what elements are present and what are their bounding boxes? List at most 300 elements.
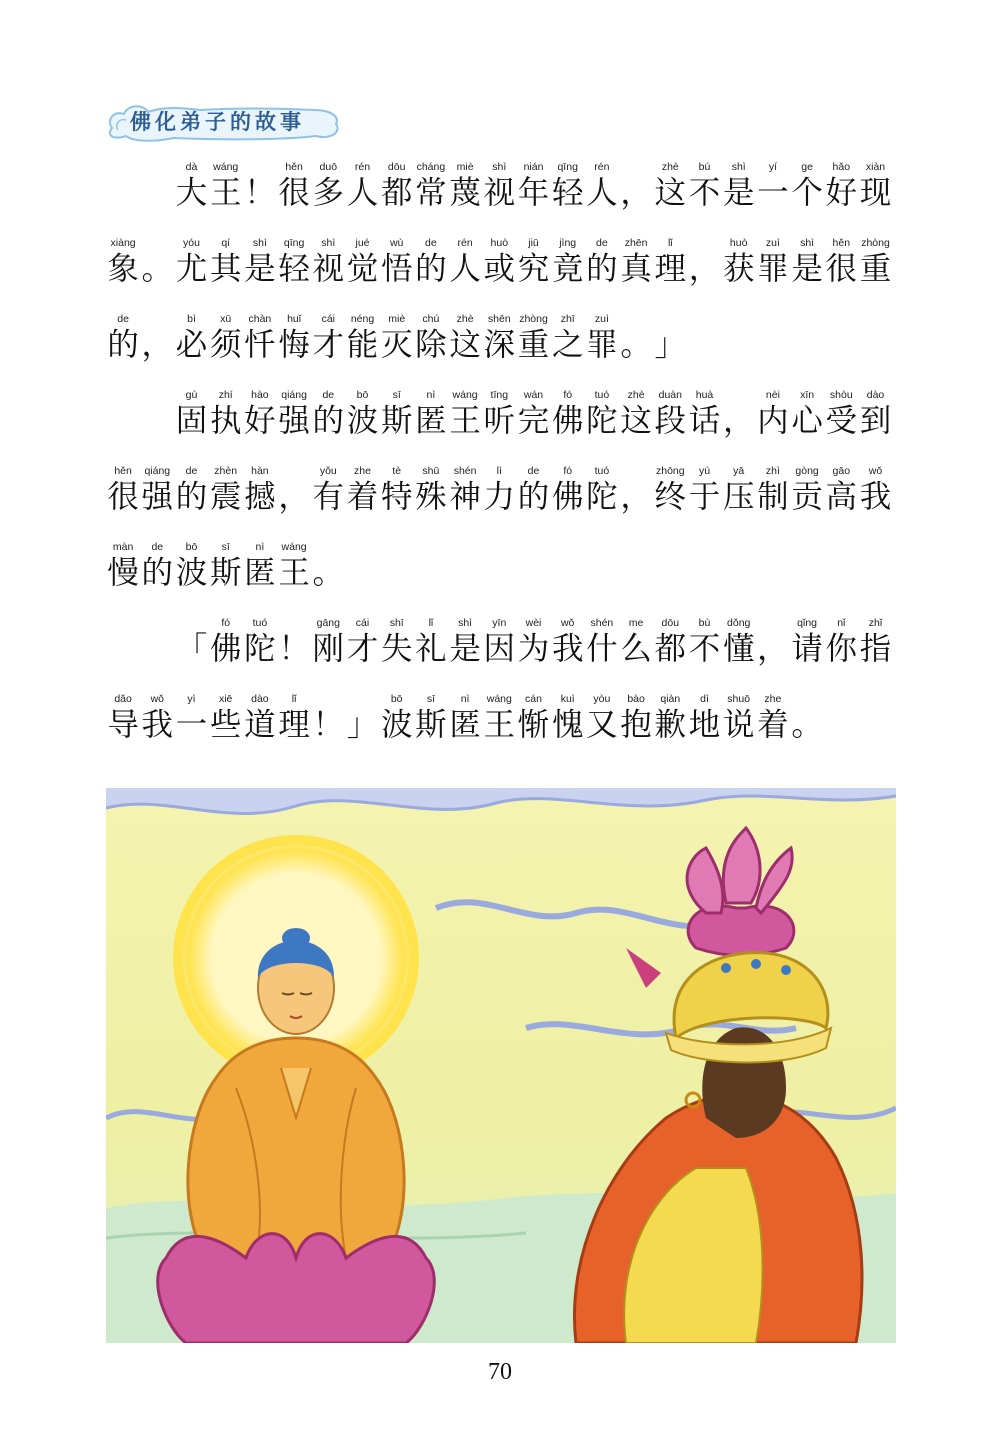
pinyin: nì — [460, 693, 470, 705]
pinyin: shuō — [727, 693, 751, 705]
pinyin: wèi — [525, 617, 542, 629]
hanzi: 听 — [483, 403, 516, 439]
hanzi: 这 — [449, 327, 481, 363]
pinyin: cái — [321, 313, 336, 325]
hanzi: ， — [620, 175, 652, 211]
pinyin: zuì — [765, 237, 780, 249]
hanzi: 匿 — [244, 555, 276, 591]
pinyin: hǎo — [832, 161, 851, 173]
pinyin: shòu — [829, 389, 853, 401]
pinyin: dǎo — [114, 693, 132, 705]
hanzi: 佛 — [551, 403, 584, 439]
pinyin: duàn — [658, 389, 682, 401]
pinyin: chàn — [248, 313, 272, 325]
pinyin: shén — [590, 617, 614, 629]
pinyin: bì — [187, 313, 196, 325]
hanzi: 很 — [825, 251, 858, 287]
hanzi: 愧 — [551, 707, 584, 743]
hanzi: 话 — [688, 403, 721, 439]
pinyin: xiàng — [110, 237, 136, 249]
pinyin: gòng — [795, 465, 819, 477]
pinyin: dǒng — [727, 617, 751, 629]
hanzi: 轻 — [551, 175, 584, 211]
hanzi: 重 — [517, 327, 550, 363]
pinyin: sī — [392, 389, 401, 401]
pinyin: jiū — [528, 237, 539, 249]
pinyin: shì — [252, 237, 267, 249]
hanzi: 视 — [483, 175, 516, 211]
pinyin: de — [527, 465, 540, 477]
chapter-header — [104, 98, 344, 148]
pinyin: huò — [729, 237, 748, 249]
pinyin: dōu — [661, 617, 680, 629]
hanzi: 现 — [859, 175, 892, 211]
pinyin: dōu — [387, 161, 406, 173]
page-number: 70 — [488, 1359, 512, 1385]
hanzi: 着 — [346, 479, 379, 515]
hanzi: 王 — [278, 555, 310, 591]
hanzi: 固 — [175, 403, 208, 439]
hanzi: 礼 — [415, 631, 447, 667]
hanzi: ， — [757, 631, 789, 667]
text-line — [106, 386, 893, 456]
pinyin: me — [628, 617, 644, 629]
hanzi: 是 — [722, 175, 755, 211]
hanzi: 指 — [859, 631, 892, 667]
hanzi: 受 — [825, 403, 858, 439]
hanzi: 获 — [722, 251, 755, 287]
hanzi: 除 — [415, 327, 447, 363]
hanzi: 」 — [346, 707, 379, 743]
hanzi: ， — [620, 479, 652, 515]
pinyin: yā — [733, 465, 745, 477]
pinyin: shū — [422, 465, 440, 477]
hanzi: 。 — [141, 251, 174, 287]
hanzi: 好 — [825, 175, 858, 211]
pinyin: zhèn — [214, 465, 238, 477]
text-line-svg — [106, 462, 893, 532]
hanzi: 。 — [312, 555, 345, 591]
pinyin: dào — [251, 693, 269, 705]
pinyin: xiē — [218, 693, 233, 705]
text-line — [106, 234, 893, 304]
pinyin: zhe — [354, 465, 371, 477]
hanzi: 到 — [859, 403, 892, 439]
hanzi: ， — [141, 327, 174, 363]
pinyin: xīn — [800, 389, 815, 401]
pinyin: bú — [698, 161, 711, 173]
pinyin: zhēn — [624, 237, 648, 249]
hanzi: 因 — [483, 631, 516, 667]
hanzi: 我 — [551, 631, 584, 667]
hanzi: 轻 — [278, 251, 310, 287]
hanzi: 陀 — [586, 403, 618, 439]
hanzi: 殊 — [415, 479, 447, 515]
hanzi: 强 — [278, 403, 310, 439]
pinyin: gù — [185, 389, 198, 401]
pinyin: nì — [255, 541, 265, 553]
pinyin: rén — [354, 161, 371, 173]
pinyin: ge — [801, 161, 813, 173]
pinyin: bō — [356, 389, 369, 401]
pinyin: de — [151, 541, 164, 553]
pinyin: nǐ — [837, 617, 846, 629]
hanzi: 是 — [791, 251, 823, 287]
hanzi: 震 — [209, 479, 242, 515]
hanzi: 波 — [380, 707, 413, 743]
pinyin: chú — [422, 313, 440, 325]
hanzi: 不 — [688, 631, 721, 667]
pinyin: duō — [319, 161, 338, 173]
hanzi: 懂 — [722, 631, 755, 667]
hanzi: 悔 — [278, 327, 310, 363]
text-line-svg — [106, 158, 893, 228]
hanzi: 蔑 — [449, 175, 481, 211]
hanzi: ！ — [278, 631, 310, 667]
text-line-svg — [106, 690, 893, 760]
text-line — [106, 158, 893, 228]
text-line — [106, 614, 893, 684]
hanzi: 说 — [722, 707, 755, 743]
pinyin: cái — [355, 617, 370, 629]
hanzi: 年 — [517, 175, 550, 211]
pinyin: lǐ — [667, 237, 673, 249]
chapter-title: 佛化弟子的故事 — [130, 109, 305, 134]
pinyin: fó — [563, 465, 573, 477]
pinyin: zhè — [456, 313, 474, 325]
pinyin: zhè — [661, 161, 679, 173]
pinyin: nián — [523, 161, 544, 173]
pinyin: zhōng — [655, 465, 685, 477]
hanzi: 的 — [312, 403, 345, 439]
pinyin: de — [596, 237, 608, 249]
text-line-svg — [106, 614, 893, 684]
pinyin: shì — [321, 237, 336, 249]
hanzi: 失 — [380, 631, 413, 667]
pinyin: qīng — [557, 161, 578, 173]
pinyin: qǐng — [797, 617, 818, 629]
pinyin: dì — [700, 693, 709, 705]
hanzi: 须 — [209, 327, 242, 363]
pinyin: wǒ — [560, 617, 575, 629]
pinyin: rén — [594, 161, 610, 173]
pinyin: fó — [563, 389, 573, 401]
pinyin: hào — [251, 389, 269, 401]
hanzi: 悟 — [380, 251, 413, 287]
hanzi: 什 — [586, 631, 618, 667]
pinyin: gāng — [316, 617, 340, 629]
hanzi: 深 — [483, 327, 516, 363]
hanzi: 刚 — [312, 631, 345, 667]
pinyin: shì — [458, 617, 473, 629]
hanzi: 这 — [620, 403, 652, 439]
hanzi: 一 — [175, 707, 208, 743]
hanzi: 。 — [791, 707, 823, 743]
pinyin: qiàn — [660, 693, 681, 705]
pinyin: de — [425, 237, 437, 249]
hanzi: 都 — [380, 175, 413, 211]
hanzi: 慢 — [107, 555, 139, 591]
hanzi: 陀 — [244, 631, 276, 667]
hanzi: 」 — [654, 327, 687, 363]
hanzi: 「 — [175, 631, 208, 667]
pinyin: huǐ — [287, 313, 302, 325]
hanzi: 才 — [312, 327, 345, 363]
pinyin: wáng — [213, 161, 239, 173]
hanzi: 斯 — [380, 403, 413, 439]
hanzi: 觉 — [346, 251, 379, 287]
hanzi: 的 — [141, 555, 174, 591]
pinyin: xū — [220, 313, 232, 325]
pinyin: shì — [800, 237, 815, 249]
hanzi: 制 — [757, 479, 789, 515]
hanzi: 内 — [757, 403, 789, 439]
hanzi: 能 — [346, 327, 379, 363]
pinyin: wù — [389, 237, 404, 249]
hanzi: 人 — [586, 175, 618, 211]
pinyin: yīn — [492, 617, 507, 629]
hanzi: 匿 — [415, 403, 447, 439]
hanzi: 神 — [449, 479, 481, 515]
hanzi: 的 — [415, 251, 447, 287]
hanzi: 理 — [278, 707, 310, 743]
pinyin: de — [185, 465, 198, 477]
hanzi: 匿 — [449, 707, 481, 743]
text-line — [106, 690, 893, 760]
hanzi: 个 — [791, 175, 823, 211]
hanzi: 这 — [654, 175, 687, 211]
hanzi: 才 — [346, 631, 379, 667]
pinyin: rén — [457, 237, 473, 249]
pinyin: qí — [221, 237, 231, 249]
hanzi: 力 — [483, 479, 516, 515]
hanzi: 人 — [449, 251, 481, 287]
hanzi: 撼 — [244, 479, 276, 515]
text-line — [106, 310, 893, 380]
hanzi: 王 — [483, 707, 516, 743]
hanzi: 佛 — [551, 479, 584, 515]
pinyin: lì — [496, 465, 502, 477]
hanzi: 很 — [278, 175, 310, 211]
hanzi: 灭 — [380, 327, 413, 363]
hanzi: 压 — [722, 479, 755, 515]
text-line-svg — [106, 538, 893, 608]
text-line-svg — [106, 234, 893, 304]
hanzi: 是 — [244, 251, 276, 287]
story-illustration — [106, 788, 896, 1343]
hanzi: 人 — [346, 175, 379, 211]
pinyin: néng — [350, 313, 375, 325]
hanzi: 么 — [620, 631, 652, 667]
hanzi: 一 — [757, 175, 789, 211]
pinyin: tuó — [594, 389, 610, 401]
pinyin: xiàn — [865, 161, 886, 173]
hanzi: 我 — [859, 479, 892, 515]
pinyin: zhī — [560, 313, 575, 325]
hanzi: 地 — [688, 707, 721, 743]
pinyin: zhòng — [519, 313, 548, 325]
pinyin: qiáng — [281, 389, 307, 401]
hanzi: ！ — [312, 707, 345, 743]
pinyin: yí — [768, 161, 777, 173]
pinyin: zhì — [765, 465, 780, 477]
hanzi: 于 — [688, 479, 721, 515]
hanzi: 王 — [449, 403, 481, 439]
hanzi: 罪 — [586, 327, 618, 363]
hanzi: 罪 — [757, 251, 789, 287]
hanzi: 段 — [654, 403, 687, 439]
pinyin: gāo — [832, 465, 851, 477]
pinyin: dà — [185, 161, 198, 173]
hanzi: 竟 — [551, 251, 584, 287]
hanzi: 波 — [175, 555, 208, 591]
text-line-svg — [106, 386, 893, 456]
pinyin: jìng — [559, 237, 577, 249]
hanzi: 的 — [107, 327, 139, 363]
pinyin: zhè — [627, 389, 645, 401]
hanzi: 惭 — [517, 707, 550, 743]
pinyin: hěn — [285, 161, 303, 173]
hanzi: 抱 — [620, 707, 652, 743]
pinyin: màn — [112, 541, 134, 553]
hanzi: 多 — [312, 175, 345, 211]
hanzi: 的 — [175, 479, 208, 515]
hanzi: 忏 — [244, 327, 276, 363]
hanzi: ， — [722, 403, 755, 439]
hanzi: 波 — [346, 403, 379, 439]
hanzi: 你 — [825, 631, 858, 667]
pinyin: cháng — [416, 161, 446, 173]
hanzi: 又 — [586, 707, 618, 743]
pinyin: yóu — [183, 237, 200, 249]
pinyin: huò — [490, 237, 509, 249]
hanzi: 之 — [551, 327, 584, 363]
pinyin: yòu — [593, 693, 611, 705]
hanzi: 。 — [620, 327, 652, 363]
pinyin: yú — [698, 465, 711, 477]
hanzi: 高 — [825, 479, 858, 515]
pinyin: de — [117, 313, 129, 325]
pinyin: wǒ — [150, 693, 165, 705]
pinyin: kuì — [560, 693, 575, 705]
hanzi: 都 — [654, 631, 687, 667]
hanzi: 完 — [517, 403, 550, 439]
text-line — [106, 462, 893, 532]
pinyin: bù — [698, 617, 711, 629]
pinyin: hěn — [114, 465, 132, 477]
hanzi: ， — [278, 479, 310, 515]
pinyin: yì — [187, 693, 196, 705]
hanzi: 陀 — [586, 479, 618, 515]
pinyin: tè — [392, 465, 402, 477]
pinyin: tuó — [594, 465, 610, 477]
pinyin: wáng — [452, 389, 478, 401]
pinyin: bō — [390, 693, 403, 705]
hanzi: 理 — [654, 251, 687, 287]
pinyin: qiáng — [144, 465, 171, 477]
pinyin: hěn — [832, 237, 851, 249]
hanzi: 道 — [244, 707, 276, 743]
hanzi: 的 — [586, 251, 618, 287]
pinyin: shén — [453, 465, 477, 477]
pinyin: nì — [426, 389, 436, 401]
hanzi: 歉 — [654, 707, 687, 743]
pinyin: zhe — [764, 693, 782, 705]
hanzi: 的 — [517, 479, 550, 515]
hanzi: 有 — [312, 479, 345, 515]
hanzi: 佛 — [209, 631, 242, 667]
text-line — [106, 538, 893, 608]
hanzi: 大 — [175, 175, 208, 211]
hanzi: 究 — [517, 251, 550, 287]
hanzi: 强 — [141, 479, 174, 515]
pinyin: jué — [355, 237, 370, 249]
hanzi: ， — [688, 251, 721, 287]
hanzi: 导 — [107, 707, 139, 743]
hanzi: 贡 — [791, 479, 823, 515]
hanzi: 很 — [107, 479, 139, 515]
pinyin: wǒ — [868, 465, 883, 477]
hanzi: 王 — [209, 175, 242, 211]
pinyin: zhòng — [861, 237, 890, 249]
pinyin: sī — [426, 693, 435, 705]
hanzi: 视 — [312, 251, 345, 287]
pinyin: nèi — [765, 389, 780, 401]
pinyin: bào — [627, 693, 645, 705]
pinyin: lǐ — [291, 693, 297, 705]
pinyin: cán — [525, 693, 542, 705]
pinyin: tuó — [252, 617, 268, 629]
pinyin: bō — [185, 541, 198, 553]
hanzi: 些 — [209, 707, 242, 743]
hanzi: 好 — [244, 403, 276, 439]
pinyin: tīng — [490, 389, 509, 401]
pinyin: shì — [731, 161, 746, 173]
pinyin: wáng — [281, 541, 307, 553]
hanzi: 为 — [517, 631, 550, 667]
hanzi: 是 — [449, 631, 481, 667]
pinyin: dào — [866, 389, 885, 401]
hanzi: 象 — [107, 251, 139, 287]
hanzi: 必 — [175, 327, 208, 363]
pinyin: wáng — [486, 693, 512, 705]
hanzi: 着 — [757, 707, 789, 743]
hanzi: 其 — [209, 251, 242, 287]
hanzi: 重 — [859, 251, 892, 287]
pinyin: yǒu — [319, 465, 337, 477]
pinyin: miè — [388, 313, 406, 325]
pinyin: zuì — [594, 313, 609, 325]
hanzi: 真 — [620, 251, 652, 287]
pinyin: lǐ — [428, 617, 434, 629]
pinyin: zhí — [218, 389, 233, 401]
pinyin: miè — [456, 161, 474, 173]
hanzi: 终 — [654, 479, 687, 515]
text-line-svg — [106, 310, 893, 380]
pinyin: shēn — [487, 313, 511, 325]
pinyin: wán — [523, 389, 544, 401]
hanzi: 我 — [141, 707, 174, 743]
hanzi: 斯 — [415, 707, 447, 743]
hanzi: ！ — [244, 175, 276, 211]
pinyin: hàn — [251, 465, 269, 477]
hanzi: 尤 — [175, 251, 208, 287]
hanzi: 斯 — [209, 555, 242, 591]
pinyin: de — [322, 389, 335, 401]
pinyin: shì — [492, 161, 507, 173]
pinyin: shī — [389, 617, 404, 629]
hanzi: 执 — [209, 403, 242, 439]
